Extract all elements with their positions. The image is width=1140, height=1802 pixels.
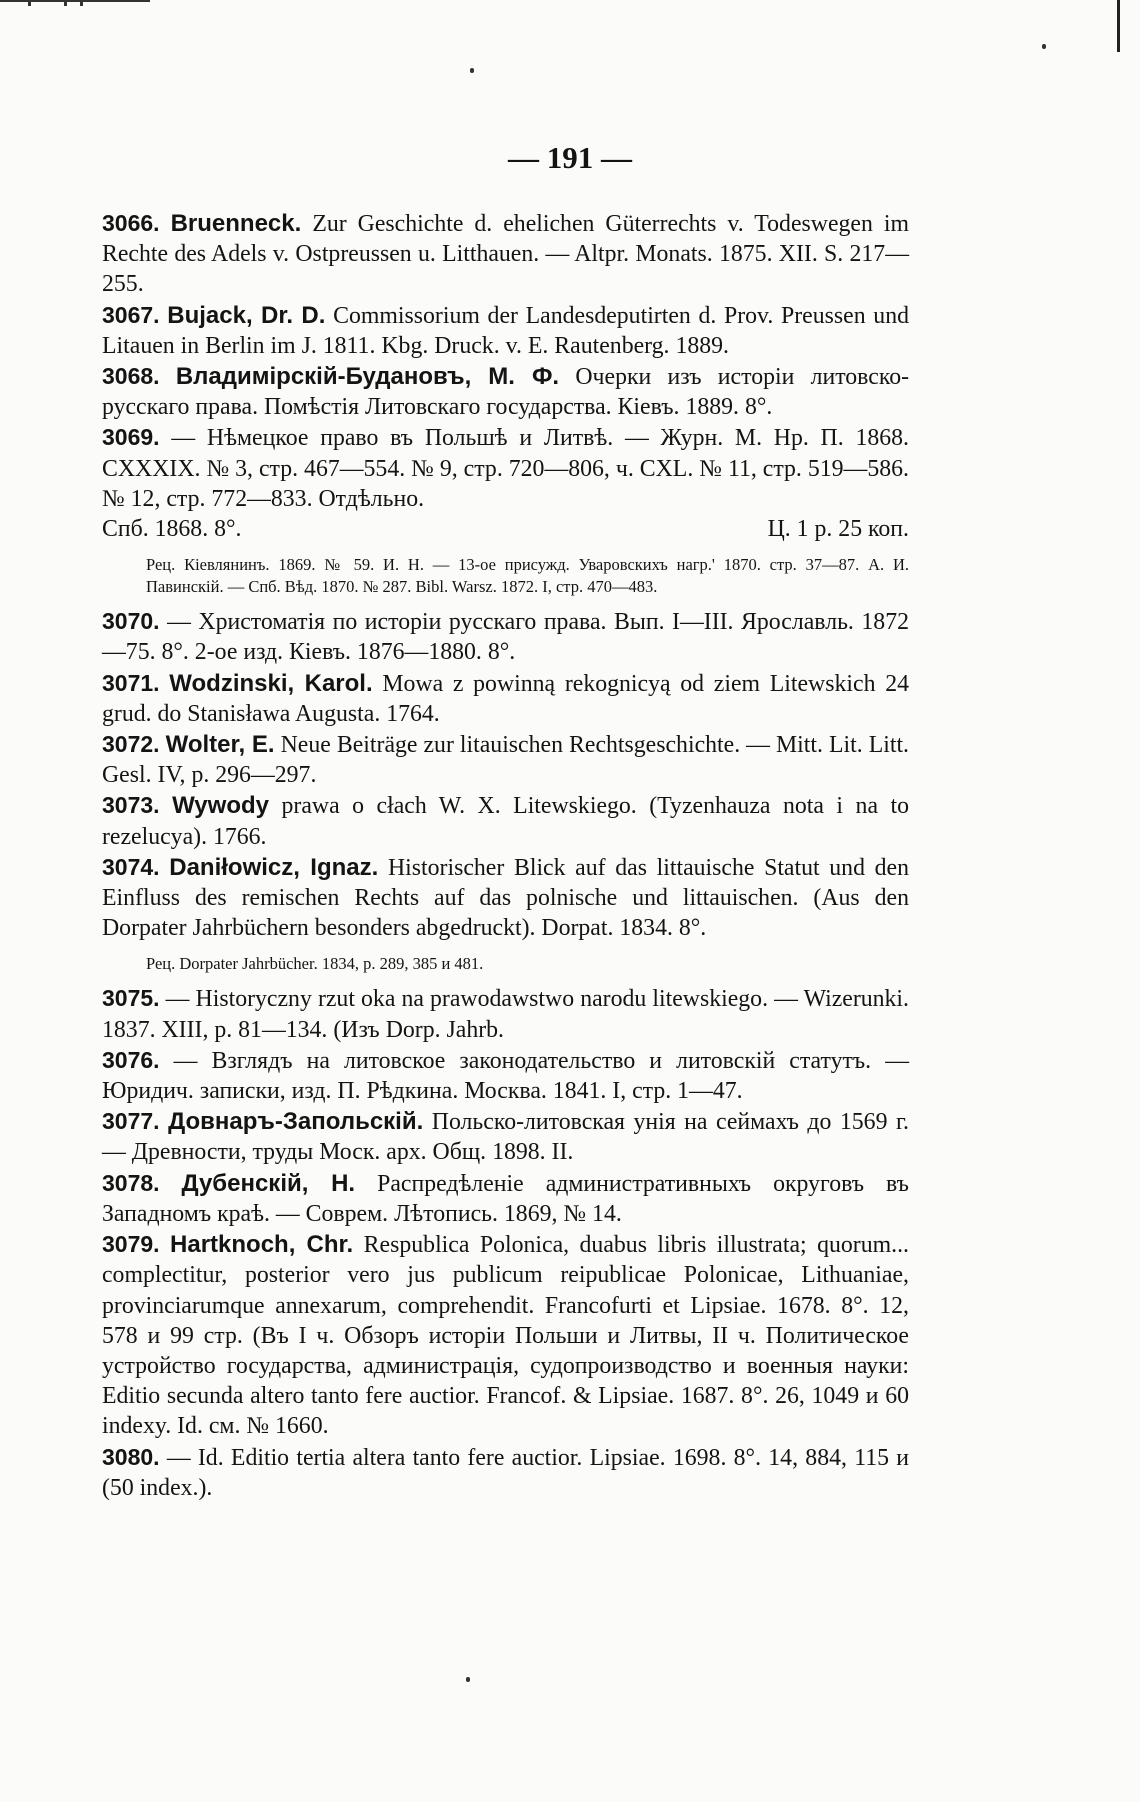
entry-text: Historischer Blick auf das littauische Statut und den Einfluss des remischen Rechts auf das polnische und littauischen. (Aus den Dorpater Jahrbüchern besonders abgedruckt). Dorpat. 1834. 8°. <box>102 854 909 942</box>
entry-text: Очерки изъ исторіи литовско-русскаго права. Помѣстія Литовскаго государства. Кіевъ. 1889. 8°. <box>102 364 910 421</box>
scan-right-rule <box>1117 0 1120 52</box>
entry-author: Bujack, Dr. D. <box>167 301 326 329</box>
entry-text: Mowa z powinną rekognicyą od ziem Litewskich 24 grud. do Stanisława Augusta. 1764. <box>102 670 909 727</box>
entry-3074 <box>102 852 909 944</box>
entry-text: — Id. Editio tertia altera tanto fere auctior. Lipsiae. 1698. 8°. 14, 884, 115 и (50 index.). <box>102 1444 910 1501</box>
entry-text: — Historyczny rzut oka na prawodawstwo narodu litewskiego. — Wizerunki. 1837. XIII, p. 81—134. (Изъ Dorp. Jahrb. <box>102 986 909 1043</box>
entry-author: Hartknoch, Chr. <box>170 1231 354 1259</box>
entry-author: Дубенскій, Н. <box>181 1169 356 1197</box>
entry-3066 <box>102 208 909 300</box>
entry-number: 3074. <box>102 853 160 880</box>
entry-3072 <box>102 729 909 790</box>
page-number: — 191 — <box>508 140 632 175</box>
speck <box>470 68 474 73</box>
entry-text: Польско-литовская унія на сеймахъ до 1569 г. — Древности, труды Моск. арх. Общ. 1898. II. <box>102 1109 910 1166</box>
entry-3079 <box>102 1229 909 1441</box>
entry-text: Neue Beiträge zur litauischen Rechtsgeschichte. — Mitt. Lit. Litt. Gesl. IV, p. 296—297. <box>102 732 910 789</box>
entry-3068 <box>102 361 909 422</box>
entry-3070 <box>102 606 909 667</box>
entry-3067 <box>102 300 909 361</box>
entry-number: 3066. <box>102 210 160 236</box>
entry-3077 <box>102 1106 909 1167</box>
entry-author: Daniłowicz, Ignaz. <box>169 853 379 881</box>
entry-3069 <box>102 422 909 514</box>
entry-price: Ц. 1 р. 25 коп. <box>767 516 909 543</box>
entry-text: prawa o cłach W. X. Litewskiego. (Tyzenhauza nota i na to rezelucya). 1766. <box>102 793 910 850</box>
entry-3071 <box>102 668 909 729</box>
entry-author: Довнаръ-Запольскій. <box>168 1108 424 1136</box>
entry-3078 <box>102 1168 909 1229</box>
entry-3069-price-line <box>102 514 909 544</box>
speck <box>1042 44 1046 49</box>
entry-number: 3077. <box>102 1108 160 1135</box>
entry-author: Wolter, E. <box>165 731 275 759</box>
entry-text: — Взглядъ на литовское законодательство и литовскій статутъ. — Юридич. записки, изд. П. Рѣдкина. Москва. 1841. I, стр. 1—47. <box>102 1047 909 1105</box>
bibliography-list <box>102 208 909 1503</box>
entry-number: 3072. <box>102 731 160 758</box>
entry-author: Bruenneck. <box>170 210 302 237</box>
entry-number: 3073. <box>102 792 160 819</box>
entry-text: Respublica Polonica, duabus libris illustrata; quorum... complectitur, posterior vero jus publicum reipublicae Polonicae, Lithuaniae, provinciarumque annexarum, comprehendit. Francofurti et Lipsiae. 1678. 8°. 12, 578 и 99 стр. (Въ I ч. Обзоръ исторіи Польши и Литвы, II ч. Политическое устройство государства, администрація, судопроизводство и военныя науки: Editio secunda altero tanto fere auctior. Francof. & Lipsiae. 1687. 8°. 26, 1049 и 60 indexy. Id. см. № 1660. <box>102 1232 909 1440</box>
entry-number: 3071. <box>102 669 160 696</box>
entry-author: Владимірскій-Будановъ, М. Ф. <box>175 363 560 391</box>
entry-number: 3078. <box>102 1169 160 1196</box>
entry-number: 3068. <box>102 363 160 390</box>
entry-number: 3080. <box>102 1443 160 1470</box>
entry-number: 3079. <box>102 1231 160 1258</box>
entry-text: Zur Geschichte d. ehelichen Güterrechts v. Todeswegen im Rechte des Adels v. Ostpreussen u. Litthauen. — Altpr. Monats. 1875. XII. S. 217—255. <box>102 211 910 298</box>
entry-text: Распредѣленіе административныхъ округовъ въ Западномъ краѣ. — Соврем. Лѣтопись. 1869, № 14. <box>102 1170 909 1227</box>
entry-3080 <box>102 1442 909 1503</box>
entry-number: 3075. <box>102 985 160 1012</box>
entry-3073 <box>102 790 909 851</box>
entry-text: Commissorium der Landesdeputirten d. Prov. Preussen und Litauen in Berlin im J. 1811. Kbg. Druck. v. E. Rautenberg. 1889. <box>102 302 909 359</box>
entry-text: — Христоматія по исторіи русскаго права. Вып. I—III. Ярославль. 1872—75. 8°. 2-ое изд. Кіевъ. 1876—1880. 8°. <box>102 609 909 666</box>
entry-3075 <box>102 983 909 1044</box>
entry-number: 3069. <box>102 424 160 451</box>
speck <box>466 1677 470 1682</box>
scan-edge-mark <box>0 0 150 6</box>
entry-text: — Нѣмецкое право въ Польшѣ и Литвѣ. — Журн. М. Нр. П. 1868. CXXXIX. № 3, стр. 467—554. № 9, стр. 720—806, ч. CXL. № 11, стр. 519—586. № 12, стр. 772—833. Отдѣльно. <box>102 425 909 512</box>
entry-author: Wywody <box>172 792 269 820</box>
entry-number: 3076. <box>102 1046 160 1073</box>
entry-number: 3070. <box>102 608 160 635</box>
entry-3074-review: Рец. Dorpater Jahrbücher. 1834, p. 289, 385 и 481. <box>146 954 484 974</box>
entry-number: 3067. <box>102 301 160 328</box>
entry-author: Wodzinski, Karol. <box>169 669 373 697</box>
entry-3069-review: Рец. Кіевлянинъ. 1869. № 59. И. Н. — 13-ое присужд. Уваровскихъ нагр.' 1870. стр. 37—87. А. И. Павинскій. — Спб. Вѣд. 1870. № 287. Bibl. Warsz. 1872. I, стр. 470—483. <box>146 555 909 597</box>
entry-3076 <box>102 1045 909 1106</box>
entry-text: Спб. 1868. 8°. <box>102 516 242 543</box>
